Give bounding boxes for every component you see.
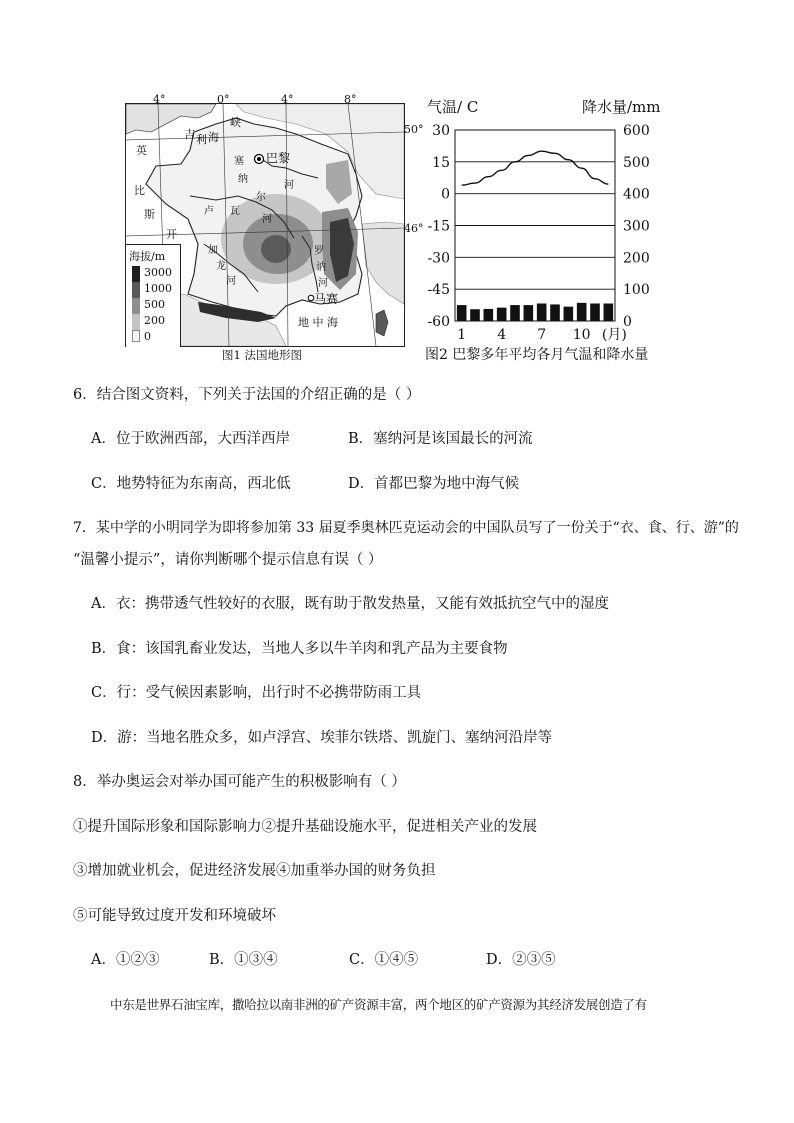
rhone-label-1: 讷 (316, 262, 326, 273)
uk-channel-label-0: 英 (136, 144, 147, 157)
seine-label-1: 纳 (238, 174, 248, 185)
uk-channel-label-2: 利 (196, 133, 207, 146)
q6-option-b: B．塞纳河是该国最长的河流 (348, 431, 533, 447)
precip-bar (510, 305, 520, 321)
legend-title: 海拔/m (129, 250, 166, 263)
seine-label-0: 塞 (234, 156, 244, 167)
climate-plot (425, 92, 675, 362)
q8-option-a: A．①②③ (91, 952, 160, 968)
central-massif-1000 (261, 235, 291, 263)
marseille-label: 马赛 (314, 292, 339, 306)
precip-bar (537, 303, 547, 321)
month-tick-label: 10 (572, 327, 591, 343)
q8-option-b: B．①③④ (209, 952, 278, 968)
left-axis-title: 气温/ C (427, 98, 479, 116)
biscay-label-0: 比 (134, 184, 145, 197)
right-tick-label: 0 (623, 314, 632, 330)
right-tick-label: 100 (623, 282, 650, 299)
q7-stem-line1: 7．某中学的小明同学为即将参加第 33 届夏季奥林匹克运动会的中国队员写了一份关于“衣、食、行、游”的 (73, 520, 739, 536)
marseille-marker (308, 295, 314, 301)
legend-swatch-200 (132, 314, 140, 330)
precip-bar (550, 304, 560, 321)
q7-option-c: C．行：受气候因素影响，出行时不必携带防雨工具 (91, 685, 422, 701)
rhone-label-0: 罗 (314, 246, 324, 257)
rhone-label-2: 河 (318, 278, 328, 289)
legend-swatch-500 (132, 298, 140, 314)
climate-chart (425, 92, 675, 362)
precip-bar (470, 309, 480, 321)
legend-level-3000: 3000 (144, 266, 172, 279)
uk-channel-label-4: 峡 (230, 116, 241, 129)
q7-option-a: A．衣：携带透气性较好的衣服，既有助于散发热量，又能有效抵抗空气中的湿度 (91, 596, 609, 612)
loire-label-3: 河 (262, 214, 272, 225)
left-tick-label: 0 (441, 186, 450, 203)
right-tick-label: 500 (623, 154, 650, 171)
q8-line2: ③增加就业机会，促进经济发展④加重举办国的财务负担 (73, 863, 436, 879)
lon-label-0: 0° (217, 93, 230, 106)
month-tick-label: 1 (457, 327, 467, 343)
legend-level-500: 500 (144, 298, 165, 311)
lon-label-e8: 8° (344, 93, 357, 106)
figure1-caption: 图1 法国地形图 (222, 348, 302, 362)
left-tick-label: 30 (432, 123, 450, 139)
figure2-caption: 图2 巴黎多年平均各月气温和降水量 (425, 347, 649, 363)
italy-land (362, 222, 404, 304)
right-tick-label: 300 (623, 218, 650, 235)
legend-swatch-0 (132, 330, 140, 342)
q6-option-d: D．首都巴黎为地中海气候 (348, 476, 520, 492)
loire-label-1: 瓦 (230, 206, 240, 217)
left-tick-label: -15 (427, 218, 450, 235)
q6-option-c: C．地势特征为东南高，西北低 (91, 476, 291, 492)
lat-label-50: 50° (404, 123, 424, 136)
right-tick-label: 400 (623, 186, 650, 203)
garonne-label-1: 龙 (216, 261, 226, 272)
q7-option-d: D．游：当地名胜众多，如卢浮宫、埃菲尔铁塔、凯旋门、塞纳河沿岸等 (91, 730, 553, 746)
uk-channel-label-3: 海 (208, 131, 219, 144)
garonne-label-2: 河 (226, 276, 236, 287)
biscay-label-1: 斯 (144, 208, 155, 221)
temperature-line (462, 151, 609, 185)
uk-channel-label-1: 吉 (184, 128, 195, 141)
legend-level-1000: 1000 (144, 282, 172, 295)
elevation-legend (126, 244, 181, 347)
lat-label-46: 46° (404, 222, 424, 235)
corsica (376, 310, 388, 336)
left-tick-label: 15 (432, 154, 450, 171)
legend-swatch-3000 (132, 266, 140, 282)
precip-bar (484, 309, 494, 321)
q8-stem: 8．举办奥运会对举办国可能产生的积极影响有（ ） (73, 774, 406, 790)
passage-text: 中东是世界石油宝库，撒哈拉以南非洲的矿产资源丰富，两个地区的矿产资源为其经济发展创造了有 (110, 997, 647, 1012)
precip-bar (604, 303, 614, 321)
loire-label-2: 尔 (256, 192, 266, 203)
biscay-label-2: 开 (166, 228, 177, 241)
med-sea-label: 地 中 海 (298, 316, 338, 329)
paris-label: 巴黎 (266, 151, 291, 165)
legend-level-0: 0 (144, 330, 151, 343)
legend-level-200: 200 (144, 314, 165, 327)
month-unit-label: (月) (601, 327, 627, 343)
q8-option-d: D．②③⑤ (486, 952, 556, 968)
left-tick-label: -30 (427, 250, 450, 267)
lon-label-w4: 4° (153, 93, 166, 106)
q6-option-a: A．位于欧洲西部，大西洋西岸 (91, 431, 290, 447)
month-tick-label: 7 (537, 327, 547, 343)
loire-label-0: 卢 (204, 206, 214, 217)
precip-bar (524, 305, 534, 321)
precip-bar (577, 303, 587, 321)
precip-bar (590, 303, 600, 321)
precip-bar (497, 308, 507, 321)
seine-label-2: 河 (284, 180, 294, 191)
month-tick-label: 4 (497, 327, 507, 343)
right-tick-label: 600 (623, 123, 650, 139)
france-terrain-map (125, 103, 405, 347)
right-axis-title: 降水量/mm (582, 98, 661, 116)
legend-swatch-1000 (132, 282, 140, 298)
q8-option-c: C．①④⑤ (349, 952, 419, 968)
q7-stem-line2: “温馨小提示”，请你判断哪个提示信息有误（ ） (73, 552, 383, 568)
lon-label-e4: 4° (281, 93, 294, 106)
garonne-label-0: 加 (208, 245, 218, 256)
right-tick-label: 200 (623, 250, 650, 267)
q6-stem: 6．结合图文资料，下列关于法国的介绍正确的是（ ） (73, 387, 421, 403)
left-tick-label: -60 (427, 314, 450, 330)
precip-bar (564, 307, 574, 321)
q8-line1: ①提升国际形象和国际影响力②提升基础设施水平，促进相关产业的发展 (73, 819, 537, 835)
q8-line3: ⑤可能导致过度开发和环境破坏 (73, 908, 276, 924)
left-tick-label: -45 (427, 282, 450, 299)
q7-option-b: B．食：该国乳畜业发达，当地人多以牛羊肉和乳产品为主要食物 (91, 641, 508, 657)
precip-bar (457, 305, 467, 321)
